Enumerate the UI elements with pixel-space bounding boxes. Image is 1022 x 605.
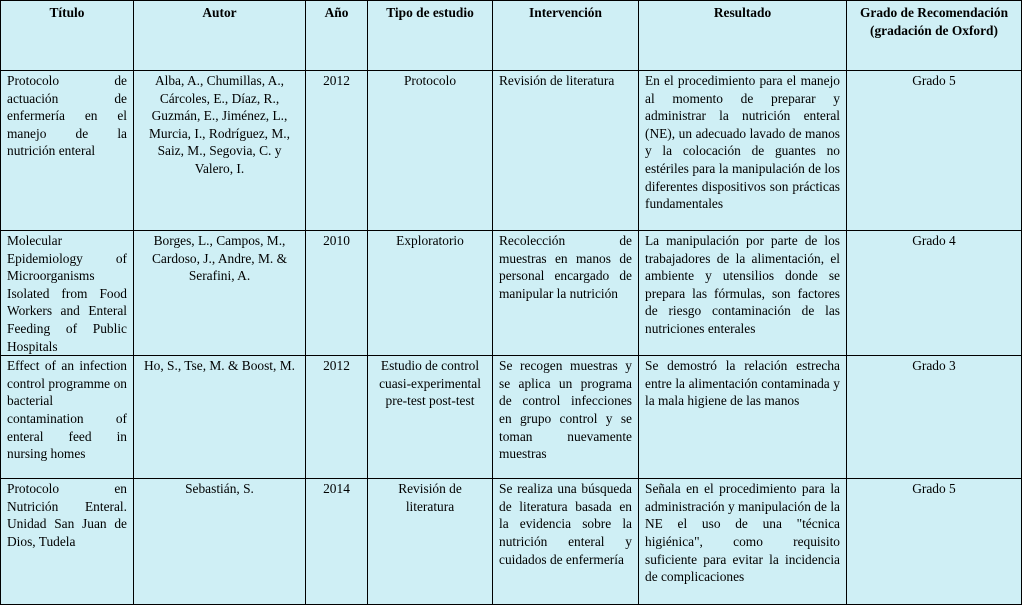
header-row — [1, 1, 1022, 71]
cell-tipo: Protocolo — [368, 71, 493, 231]
table-row — [1, 231, 1022, 356]
header-resultado: Resultado — [639, 1, 847, 71]
cell-resultado: Se demostró la relación estrecha entre la alimentación contaminada y la mala higiene de las manos — [639, 356, 847, 479]
cell-intervencion: Recolección de muestras en manos de personal encargado de manipular la nutrición — [493, 231, 639, 356]
cell-anio: 2012 — [306, 71, 368, 231]
header-intervencion: Intervención — [493, 1, 639, 71]
cell-autor: Ho, S., Tse, M. & Boost, M. — [134, 356, 306, 479]
cell-titulo: Protocolo de actuación de enfermería en el manejo de la nutrición enteral — [1, 71, 134, 231]
cell-anio: 2012 — [306, 356, 368, 479]
cell-resultado: En el procedimiento para el manejo al momento de preparar y administrar la nutrición enteral (NE), un adecuado lavado de manos y la colocación de guantes no estériles para la manipulación de los diferentes dispositivos son prácticas fundamentales — [639, 71, 847, 231]
cell-tipo: Exploratorio — [368, 231, 493, 356]
table-row — [1, 71, 1022, 231]
cell-tipo: Estudio de control cuasi-experimental pre-test post-test — [368, 356, 493, 479]
cell-grado: Grado 5 — [847, 71, 1022, 231]
cell-tipo: Revisión de literatura — [368, 479, 493, 605]
header-autor: Autor — [134, 1, 306, 71]
table-row — [1, 479, 1022, 605]
cell-anio: 2014 — [306, 479, 368, 605]
cell-autor: Borges, L., Campos, M., Cardoso, J., Andre, M. & Serafini, A. — [134, 231, 306, 356]
header-titulo: Título — [1, 1, 134, 71]
header-anio: Año — [306, 1, 368, 71]
cell-resultado: La manipulación por parte de los trabajadores de la alimentación, el ambiente y utensilios donde se prepara las fórmulas, son factores de riesgo contaminación de las nutriciones enterales — [639, 231, 847, 356]
cell-anio: 2010 — [306, 231, 368, 356]
cell-intervencion: Se recogen muestras y se aplica un programa de control infecciones en grupo control y se toman nuevamente muestras — [493, 356, 639, 479]
cell-autor: Alba, A., Chumillas, A., Cárcoles, E., Díaz, R., Guzmán, E., Jiménez, L., Murcia, I., Rodríguez, M., Saiz, M., Segovia, C. y Valero, I. — [134, 71, 306, 231]
cell-grado: Grado 4 — [847, 231, 1022, 356]
cell-titulo: Effect of an infection control programme on bacterial contamination of enteral feed in nursing homes — [1, 356, 134, 479]
table-row — [1, 356, 1022, 479]
header-grado: Grado de Recomendación (gradación de Oxford) — [847, 1, 1022, 71]
cell-resultado: Señala en el procedimiento para la administración y manipulación de la NE el uso de una "técnica higiénica", como requisito suficiente para evitar la incidencia de complicaciones — [639, 479, 847, 605]
cell-titulo: Molecular Epidemiology of Microorganisms Isolated from Food Workers and Enteral Feeding of Public Hospitals — [1, 231, 134, 356]
header-tipo: Tipo de estudio — [368, 1, 493, 71]
cell-intervencion: Se realiza una búsqueda de literatura basada en la evidencia sobre la nutrición enteral y cuidados de enfermería — [493, 479, 639, 605]
cell-titulo: Protocolo en Nutrición Enteral. Unidad San Juan de Dios, Tudela — [1, 479, 134, 605]
cell-intervencion: Revisión de literatura — [493, 71, 639, 231]
cell-grado: Grado 5 — [847, 479, 1022, 605]
cell-autor: Sebastián, S. — [134, 479, 306, 605]
cell-grado: Grado 3 — [847, 356, 1022, 479]
